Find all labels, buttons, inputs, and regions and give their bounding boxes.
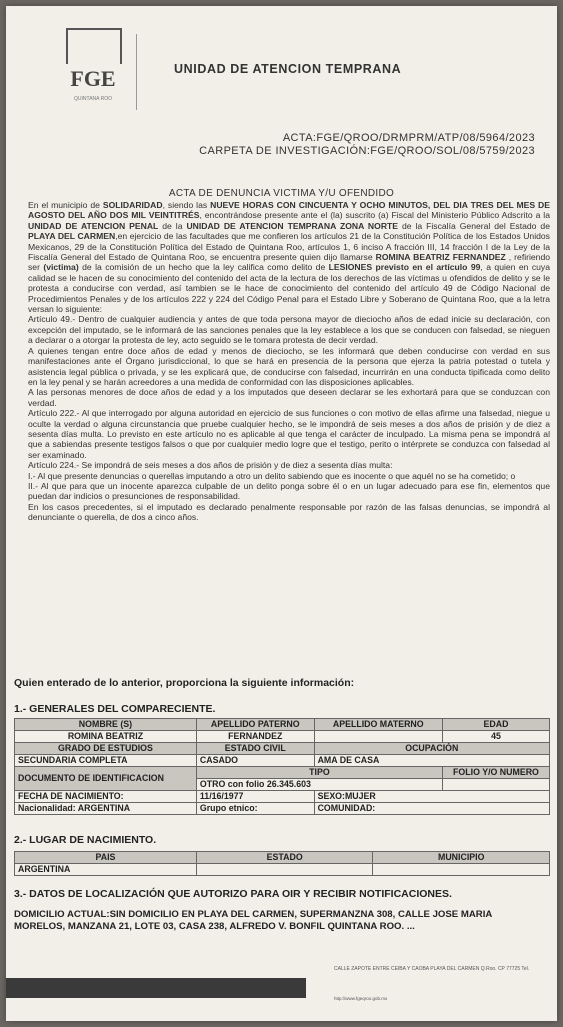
folio-value bbox=[442, 779, 549, 791]
grupo-etnico-label: Grupo etnico: bbox=[196, 803, 314, 815]
footer-address: CALLE ZAPOTE ENTRE CEIBA Y CAOBA PLAYA DEL CARMEN Q.Roo. CP 77725 Tel. bbox=[334, 966, 530, 972]
generales-table bbox=[14, 718, 550, 815]
table-row bbox=[15, 755, 550, 767]
under-twelve-paragraph: A las personas menores de doce años de edad y a los imputados que deseen declarar se les exhortará para que se conduzcan con verdad. bbox=[28, 387, 550, 408]
apellido-paterno-value: FERNANDEZ bbox=[196, 731, 314, 743]
table-row bbox=[15, 743, 550, 755]
header-divider bbox=[136, 34, 137, 110]
fecha-nacimiento-label: FECHA DE NACIMIENTO: bbox=[15, 791, 197, 803]
carpeta-number: CARPETA DE INVESTIGACIÓN:FGE/QROO/SOL/08/5759/2023 bbox=[199, 145, 535, 157]
article-224-fraction-1: I.- Al que presente denuncias o querellas imputando a otro un delito sabiendo que es inocente o que aquél no se ha cometido; o bbox=[28, 470, 516, 481]
tipo-value: OTRO con folio 26.345.603 bbox=[196, 779, 442, 791]
intro-paragraph: En el municipio de SOLIDARIDAD, siendo las NUEVE HORAS CON CINCUENTA Y OCHO MINUTOS, DEL DIA TRES DEL MES DE AGOSTO DEL AÑO DOS MIL VEINTITRÉS, encontrándose presente ante el (la) suscrito (a) Fiscal del Ministerio Público Adscrito a la UNIDAD DE ATENCION PENAL de la UNIDAD DE ATENCION TEMPRANA ZONA NORTE de la Fiscalía General del Estado de PLAYA DEL CARMEN,en ejercicio de las facultades que me confieren los artículos 21 de la Constitución Política de los Estados Unidos Mexicanos, 29 de la Constitución Política del Estado de Quintana Roo, artículos 1, 6 inciso A fracción III, 14 fracción I de la Ley de la Fiscalía General del Estado de Quintana Roo, se encuentra presente quien dijo llamarse ROMINA BEATRIZ FERNANDEZ , refiriendo ser (victima) de la comisión de un hecho que la ley califica como delito de LESIONES previsto en el artículo 99, a quien en cuya calidad se le hacen de su conocimiento del contenido del acta de la lectura de los derechos de las víctimas u ofendidos de delito y se le protesta a conducirse con verdad, así tambien se le hace de conocimiento del contenido del artículo 49 de Código Nacional de Procedimientos Penales y de los artículos 222 y 224 del Código Penal para el Estado Libre y Soberano de Quintana Roo, que a la letra versan lo siguiente: bbox=[28, 200, 550, 315]
comunidad-label: COMUNIDAD: bbox=[314, 803, 549, 815]
table-row bbox=[15, 864, 550, 876]
ocupacion-value: AMA DE CASA bbox=[314, 755, 549, 767]
header-nombre: NOMBRE (S) bbox=[15, 719, 197, 731]
header-estado: ESTADO bbox=[196, 852, 373, 864]
article-224-fraction-2: II.- Al que para que un inocente aparezca culpable de un delito ponga sobre él o en un lugar adecuado para ese fin, elementos que puedan dar indicios o presunciones de responsabilidad. bbox=[28, 480, 550, 502]
article-222: Artículo 222.- Al que interrogado por alguna autoridad en ejercicio de sus funciones o con motivo de ellas afirme una falsedad, niegue u oculte la verdad o alguna circunstancia que pruebe cualquier hecho, se le impondrá de seis meses a dos años de prisión y de diez a sesenta días multa. Lo previsto en este artículo no es aplicable al que tenga el carácter de inculpado. La misma pena se impondrá al que a sabiendas presente testigos falsos o que por cualquier medio logre que el testigo, perito o intérprete se conduzca con falsedad al ser examinado. bbox=[28, 408, 550, 460]
logo-subtext: QUINTANA ROO bbox=[74, 96, 112, 102]
nacionalidad-value: Nacionalidad: ARGENTINA bbox=[15, 803, 197, 815]
edad-value: 45 bbox=[442, 731, 549, 743]
estado-value bbox=[196, 864, 373, 876]
section-3-title: 3.- DATOS DE LOCALIZACIÓN QUE AUTORIZO PARA OIR Y RECIBIR NOTIFICACIONES. bbox=[14, 888, 452, 900]
header-apellido-paterno: APELLIDO PATERNO bbox=[196, 719, 314, 731]
logo-text: FGE bbox=[70, 66, 116, 91]
header-ocupacion: OCUPACIÓN bbox=[314, 743, 549, 755]
table-row bbox=[15, 719, 550, 731]
header-documento: DOCUMENTO DE IDENTIFICACION bbox=[15, 767, 197, 791]
table-row bbox=[15, 767, 550, 779]
document-page bbox=[6, 6, 557, 1021]
sexo-value: SEXO:MUJER bbox=[314, 791, 549, 803]
footer-url: http://www.fgeqroo.gob.mx bbox=[334, 996, 388, 1001]
estado-civil-value: CASADO bbox=[196, 755, 314, 767]
header-estudios: GRADO DE ESTUDIOS bbox=[15, 743, 197, 755]
article-49: Artículo 49.- Dentro de cualquier audiencia y antes de que toda persona mayor de dieciocho años de edad inicie su declaración, con excepción del imputado, se le informará de las sanciones penales que la ley establece a los que se conducen con falsedad, se nieguen a declarar o a otorgar la protesta de ley, acto seguido se le tomara protesta de decir verdad. bbox=[28, 314, 550, 346]
apellido-materno-value bbox=[314, 731, 442, 743]
article-224: Artículo 224.- Se impondrá de seis meses a dos años de prisión y de diez a sesenta días multa: bbox=[28, 460, 393, 471]
header-apellido-materno: APELLIDO MATERNO bbox=[314, 719, 442, 731]
header-municipio: MUNICIPIO bbox=[373, 852, 550, 864]
header-pais: PAIS bbox=[15, 852, 197, 864]
section-2-title: 2.- LUGAR DE NACIMIENTO. bbox=[14, 834, 157, 846]
acta-number: ACTA:FGE/QROO/DRMPRM/ATP/08/5964/2023 bbox=[282, 132, 535, 144]
table-row bbox=[15, 803, 550, 815]
estudios-value: SECUNDARIA COMPLETA bbox=[15, 755, 197, 767]
header-tipo: TIPO bbox=[196, 767, 442, 779]
municipio-value bbox=[373, 864, 550, 876]
minors-paragraph: A quienes tengan entre doce años de edad y menos de dieciocho, se les informará que deben conducirse con verdad en sus manifestaciones ante el Órgano jurisdiccional, lo que se hará en presencia de la persona que ejerza la patria potestad o tutela y asistencia legal pública o privada, y se les explicará que, de conducirse con falsedad, incurrirán en una conducta tipificada como delito en la ley penal y se harán acreedores a una medida de conformidad con las disposiciones aplicables. bbox=[28, 345, 550, 387]
domicilio-actual: DOMICILIO ACTUAL:SIN DOMICILIO EN PLAYA DEL CARMEN, SUPERMANZNA 308, CALLE JOSE MARIA MORELOS, MANZANA 21, LOTE 03, CASA 238, ALFREDO V. BONFIL QUINTANA ROO. ... bbox=[14, 909, 492, 932]
header-edad: EDAD bbox=[442, 719, 549, 731]
acta-codes bbox=[199, 132, 535, 158]
table-row bbox=[15, 852, 550, 864]
table-row bbox=[15, 731, 550, 743]
fecha-nacimiento-value: 11/16/1977 bbox=[196, 791, 314, 803]
informed-line: Quien enterado de lo anterior, proporciona la siguiente información: bbox=[14, 677, 355, 689]
precedent-cases: En los casos precedentes, si el imputado es declarado penalmente responsable por razón de las falsas denuncias, se impondrá al denunciante o querella, de dos a cinco años. bbox=[28, 501, 550, 523]
pais-value: ARGENTINA bbox=[15, 864, 197, 876]
header-folio: FOLIO Y/O NUMERO bbox=[442, 767, 549, 779]
table-row bbox=[15, 791, 550, 803]
footer-bar bbox=[6, 978, 306, 998]
nombre-value: ROMINA BEATRIZ bbox=[15, 731, 197, 743]
section-1-title: 1.- GENERALES DEL COMPARECIENTE. bbox=[14, 703, 216, 715]
fge-logo bbox=[52, 28, 134, 112]
unit-title: UNIDAD DE ATENCION TEMPRANA bbox=[174, 62, 402, 76]
document-title: ACTA DE DENUNCIA VICTIMA Y/U OFENDIDO bbox=[168, 188, 395, 199]
shield-icon bbox=[66, 28, 122, 64]
header-estado-civil: ESTADO CIVIL bbox=[196, 743, 314, 755]
nacimiento-table bbox=[14, 851, 550, 876]
body-text bbox=[28, 200, 550, 523]
